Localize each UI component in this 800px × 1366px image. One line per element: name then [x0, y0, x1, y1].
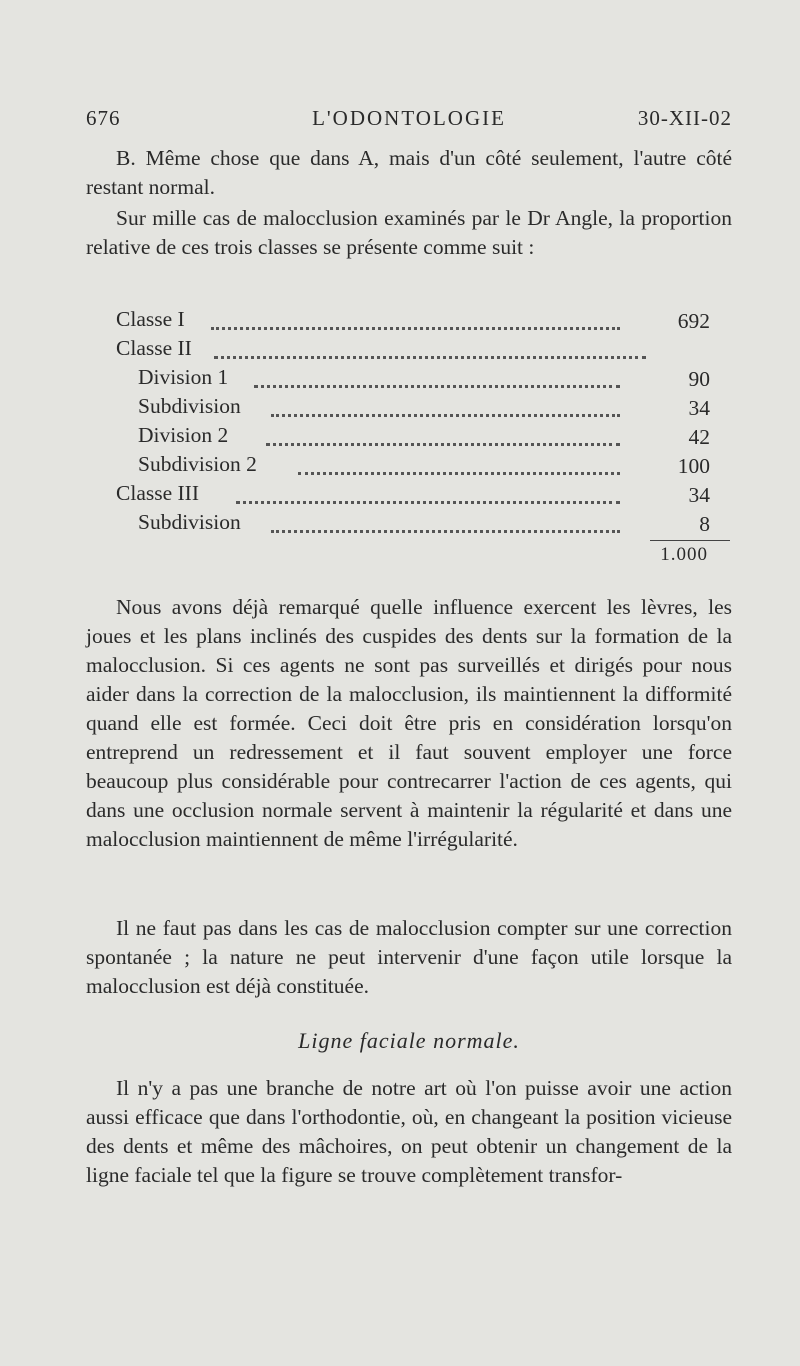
row-value: 42: [688, 425, 710, 449]
row-label: Subdivision: [138, 510, 241, 534]
leader-dots: [211, 327, 620, 330]
row-value: 692: [677, 309, 710, 333]
paragraph-1-text: B. Même chose que dans A, mais d'un côté seulement, l'autre côté restant normal.: [86, 146, 732, 199]
leader-dots: [266, 443, 620, 446]
journal-title: L'ODONTOLOGIE: [312, 106, 506, 130]
table-row: [86, 365, 732, 394]
row-label: Classe III: [116, 481, 199, 505]
row-label: Division 2: [138, 423, 229, 447]
total-rule: [650, 540, 730, 541]
leader-dots: [214, 356, 646, 359]
paragraph-2: [86, 204, 732, 262]
paragraph-5: [86, 1074, 732, 1190]
table-row: [86, 394, 732, 423]
table-total: 1.000: [660, 544, 708, 565]
table-row: [86, 336, 732, 365]
leader-dots: [254, 385, 620, 388]
row-label: Classe I: [116, 307, 185, 331]
section-heading: Ligne faciale normale.: [298, 1028, 520, 1053]
table-row: [86, 510, 732, 539]
leader-dots: [271, 414, 620, 417]
paragraph-4: [86, 914, 732, 1001]
paragraph-3: [86, 593, 732, 854]
row-label: Division 1: [138, 365, 229, 389]
paragraph-2-text: Sur mille cas de malocclusion examinés par le Dr Angle, la proportion relative de ces trois classes se présente comme suit :: [86, 206, 732, 259]
paragraph-3-text: Nous avons déjà remarqué quelle influence exercent les lèvres, les joues et les plans inclinés des cuspides des dents sur la formation de la malocclusion. Si ces agents ne sont pas surveillés et dirigés pour nous aider dans la correction de la malocclusion, ils maintiennent la difformité quand elle est formée. Ceci doit être pris en considération lorsqu'on entreprend un redressement et il faut souvent employer une force beaucoup plus considérable pour contrecarrer l'action de ces agents, qui dans une occlusion normale servent à maintenir la régularité et dans une malocclusion maintiennent de même l'irrégularité.: [86, 595, 732, 851]
row-value: 34: [688, 396, 710, 420]
row-label: Subdivision: [138, 394, 241, 418]
leader-dots: [298, 472, 620, 475]
leader-dots: [271, 530, 620, 533]
row-value: 90: [688, 367, 710, 391]
paragraph-1: [86, 144, 732, 202]
issue-date: 30-XII-02: [637, 106, 732, 130]
leader-dots: [236, 501, 620, 504]
row-value: 34: [688, 483, 710, 507]
page-number: 676: [86, 106, 121, 130]
table-row: [86, 423, 732, 452]
running-header: [86, 106, 732, 136]
paragraph-5-text: Il n'y a pas une branche de notre art où l'on puisse avoir une action aussi efficace que dans l'orthodontie, où, en changeant la position vicieuse des dents et même des mâchoires, on peut obtenir un changement de la ligne faciale tel que la figure se trouve complètement transfor-: [86, 1076, 732, 1187]
classification-table: [86, 307, 732, 539]
row-label: Classe II: [116, 336, 192, 360]
table-row: [86, 452, 732, 481]
row-label: Subdivision 2: [138, 452, 257, 476]
table-row: [86, 481, 732, 510]
paragraph-4-text: Il ne faut pas dans les cas de malocclusion compter sur une correction spontanée ; la nature ne peut intervenir d'une façon utile lorsque la malocclusion est déjà constituée.: [86, 916, 732, 998]
row-value: 100: [677, 454, 710, 478]
table-row: [86, 307, 732, 336]
row-value: 8: [699, 512, 710, 536]
